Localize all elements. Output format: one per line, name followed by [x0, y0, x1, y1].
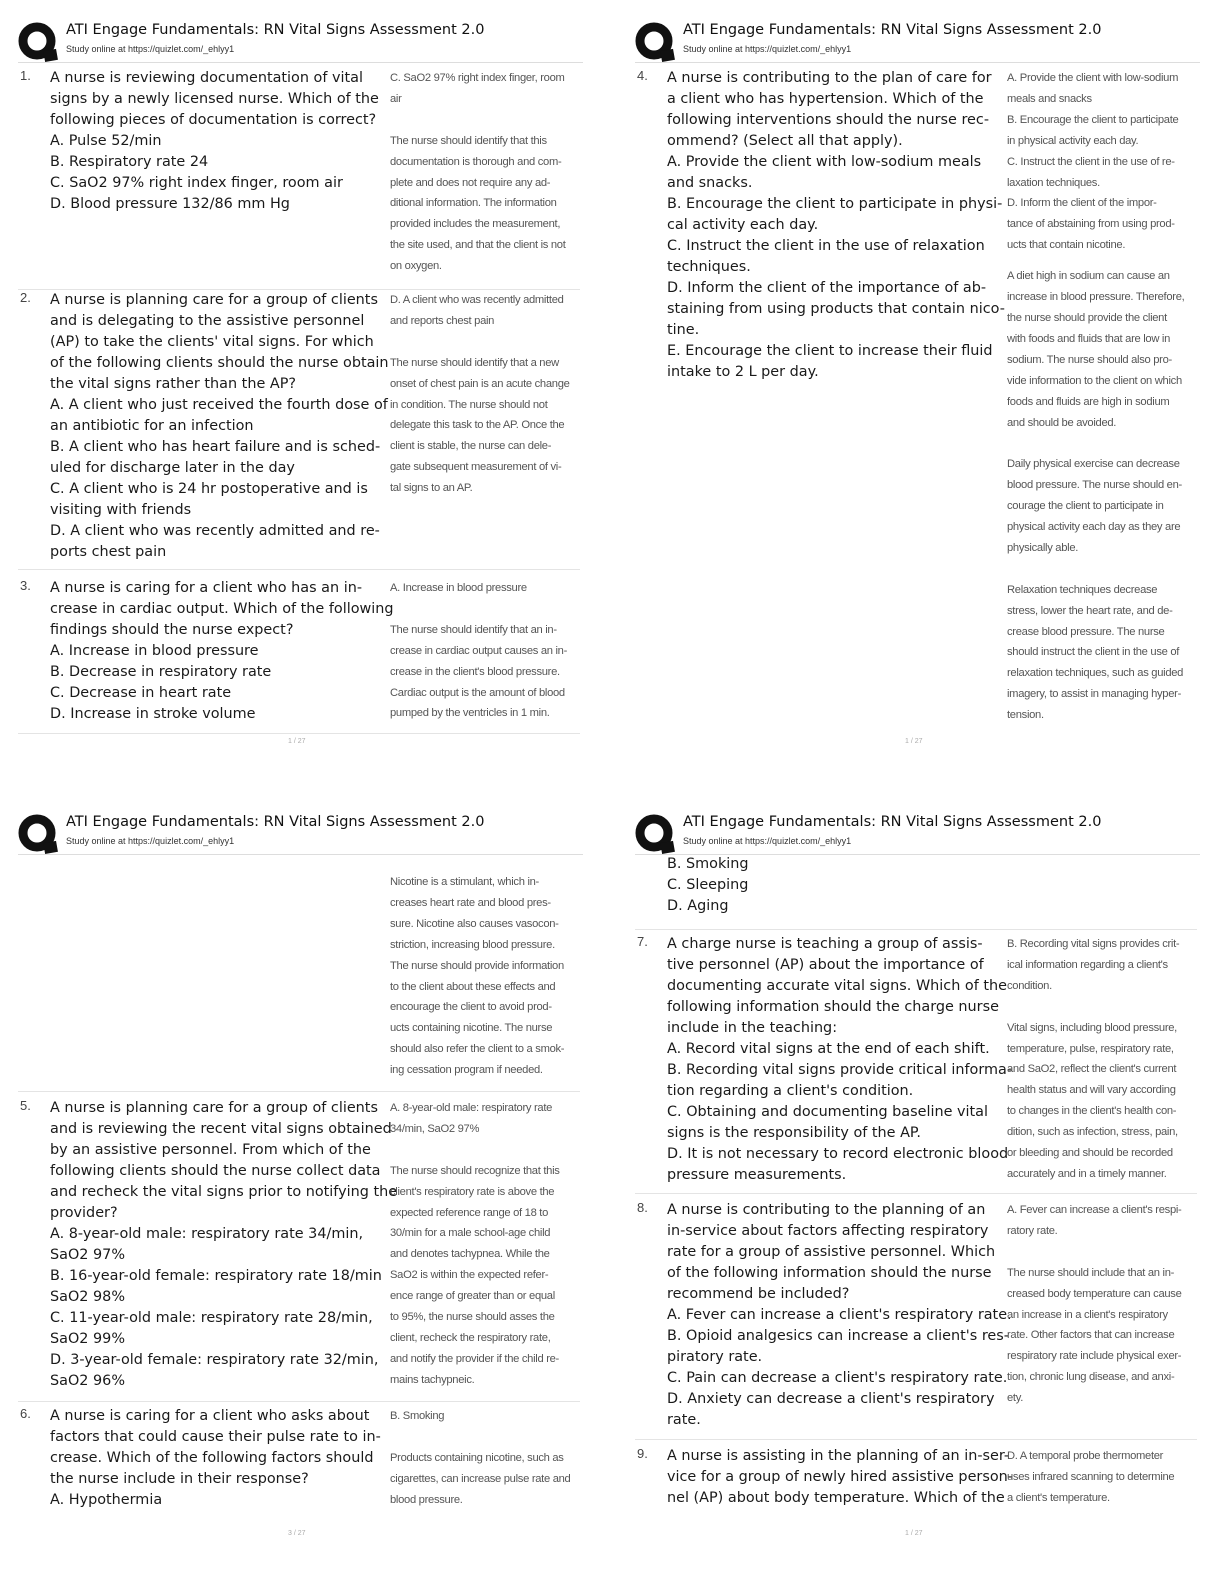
question-options: B. Smoking C. Sleeping D. Aging	[667, 856, 749, 914]
page-panel-3	[18, 810, 583, 1555]
study-link[interactable]: Study online at https://quizlet.com/_ehlyy1	[683, 836, 852, 846]
question-text: A nurse is contributing to the planning of an in-service about factors affecting respiratory rate for a group of assistive personnel. Which of the following information should the nurse recommend be included? A. Fever can increase a client's respiratory rate. B. Opioid analgesics can increase a client's res- piratory rate. C. Pain can decrease a client's respiratory rate. D. Anxiety can decrease a client's respiratory rate.	[667, 1202, 1012, 1428]
question-number: 6.	[20, 1406, 31, 1421]
study-link[interactable]: Study online at https://quizlet.com/_ehlyy1	[683, 44, 852, 54]
page-panel-4	[635, 810, 1200, 1555]
page-title: ATI Engage Fundamentals: RN Vital Signs Assessment 2.0	[66, 814, 485, 830]
page-header	[635, 18, 1200, 58]
page-number: 3 / 27	[288, 1530, 306, 1537]
quizlet-logo-icon	[18, 22, 58, 62]
question-text: A nurse is caring for a client who asks about factors that could cause their pulse rate to in- crease. Which of the following factors should the nurse include in their response? A. Hypothermia	[50, 1408, 381, 1508]
question-number: 4.	[637, 68, 648, 83]
quizlet-logo-icon	[635, 814, 675, 854]
page-title: ATI Engage Fundamentals: RN Vital Signs Assessment 2.0	[683, 22, 1102, 38]
question-number: 3.	[20, 578, 31, 593]
quizlet-logo-icon	[18, 814, 58, 854]
page-number: 1 / 27	[288, 738, 306, 745]
question-text: A charge nurse is teaching a group of assis- tive personnel (AP) about the importance of documenting accurate vital signs. Which of the following information should the charge nurse include in the teaching: A. Record vital signs at the end of each shift. B. Recording vital signs provide critical informa- tion regarding a client's condition. C. Obtaining and documenting baseline vital signs is the responsibility of the AP. D. It is not necessary to record electronic blood pressure measurements.	[667, 936, 1013, 1183]
question-card	[635, 1200, 1197, 1440]
question-text: A nurse is reviewing documentation of vital signs by a newly licensed nurse. Which of the following pieces of documentation is correct? A. Pulse 52/min B. Respiratory rate 24 C. SaO2 97% right index finger, room air D. Blood pressure 132/86 mm Hg	[50, 70, 379, 212]
page-title: ATI Engage Fundamentals: RN Vital Signs Assessment 2.0	[683, 814, 1102, 830]
page-panel-1	[18, 18, 583, 763]
question-number: 7.	[637, 934, 648, 949]
page-number: 1 / 27	[905, 738, 923, 745]
answer-explanation: B. Recording vital signs provides crit- ical information regarding a client's condition. Vital signs, including blood pressure, temperature, pulse, respiratory rate, and SaO2, reflect the client's current health status and will vary according to changes in the client's health con- dition, such as infection, stress, pain, or bleeding and should be recorded accurately and in a timely manner.	[1007, 938, 1180, 1180]
question-text: A nurse is assisting in the planning of an in-ser- vice for a group of newly hired assistive person- nel (AP) about body temperature. Which of the	[667, 1448, 1013, 1506]
question-number: 9.	[637, 1446, 648, 1461]
question-text: A nurse is caring for a client who has an in- crease in cardiac output. Which of the following findings should the nurse expect? A. Increase in blood pressure B. Decrease in respiratory rate C. Decrease in heart rate D. Increase in stroke volume	[50, 580, 394, 722]
answer-explanation: Nicotine is a stimulant, which in- creases heart rate and blood pres- sure. Nicotine also causes vasocon- striction, increasing blood pressure. The nurse should provide information to the client about these effects and encourage the client to avoid prod- ucts containing nicotine. The nurse should also refer the client to a smok- ing cessation program if needed.	[390, 876, 565, 1077]
question-text: A nurse is contributing to the plan of care for a client who has hypertension. Which of the following interventions should the nurse rec- ommend? (Select all that apply). A. Provide the client with low-sodium meals and snacks. B. Encourage the client to participate in physi- cal activity each day. C. Instruct the client in the use of relaxation techniques. D. Inform the client of the importance of ab- staining from using products that contain nico- tine. E. Encourage the client to increase their fluid intake to 2 L per day.	[667, 70, 1005, 380]
page-header	[18, 18, 583, 58]
answer-explanation: C. SaO2 97% right index finger, room air The nurse should identify that this documentation is thorough and com- plete and does not require any ad- ditional information. The information provided includes the measurement, the site used, and that the client is not on oxygen.	[390, 72, 566, 273]
question-number: 1.	[20, 68, 31, 83]
question-card	[18, 68, 580, 290]
page-header	[635, 810, 1200, 850]
question-card	[635, 1446, 1197, 1516]
question-number: 2.	[20, 290, 31, 305]
answer-explanation: D. A client who was recently admitted and reports chest pain The nurse should identify that a new onset of chest pain is an acute change in condition. The nurse should not delegate this task to the AP. Once the client is stable, the nurse can dele- gate subsequent measurement of vi- tal signs to an AP.	[390, 294, 570, 495]
question-card	[18, 578, 580, 734]
study-link[interactable]: Study online at https://quizlet.com/_ehlyy1	[66, 836, 235, 846]
page-header	[18, 810, 583, 850]
question-continuation	[635, 854, 1197, 930]
question-text: A nurse is planning care for a group of clients and is delegating to the assistive personnel (AP) to take the clients' vital signs. For which of the following clients should the nurse obtain the vital signs rather than the AP? A. A client who just received the fourth dose of an antibiotic for an infection B. A client who has heart failure and is sched- uled for discharge later in the day C. A client who is 24 hr postoperative and is visiting with friends D. A client who was recently admitted and re- ports chest pain	[50, 292, 389, 560]
question-card	[18, 1406, 580, 1516]
page-number: 1 / 27	[905, 1530, 923, 1537]
answer-explanation: D. A temporal probe thermometer uses infrared scanning to determine a client's temperature.	[1007, 1450, 1175, 1504]
answer-explanation: A. Fever can increase a client's respi- ratory rate. The nurse should include that an in- creased body temperature can cause an increase in a client's respiratory rate. Other factors that can increase respiratory rate include physical exer- tion, chronic lung disease, and anxi- ety.	[1007, 1204, 1182, 1405]
question-number: 8.	[637, 1200, 648, 1215]
quizlet-logo-icon	[635, 22, 675, 62]
question-text: A nurse is planning care for a group of clients and is reviewing the recent vital signs obtained by an assistive personnel. From which of the following clients should the nurse collect data and recheck the vital signs prior to notifying the provider? A. 8-year-old male: respiratory rate 34/min, SaO2 97% B. 16-year-old female: respiratory rate 18/min SaO2 98% C. 11-year-old male: respiratory rate 28/min, SaO2 99% D. 3-year-old female: respiratory rate 32/min, SaO2 96%	[50, 1100, 398, 1389]
study-link[interactable]: Study online at https://quizlet.com/_ehlyy1	[66, 44, 235, 54]
question-card	[635, 68, 1197, 738]
answer-explanation: A. Increase in blood pressure The nurse should identify that an in- crease in cardiac output causes an in- crease in the client's blood pressure. Cardiac output is the amount of blood pumped by the ventricles in 1 min.	[390, 582, 568, 720]
answer-continuation	[18, 872, 580, 1092]
answer-explanation: B. Smoking Products containing nicotine, such as cigarettes, can increase pulse rate and blood pressure.	[390, 1410, 571, 1506]
page-panel-2	[635, 18, 1200, 763]
question-card	[635, 934, 1197, 1194]
page-title: ATI Engage Fundamentals: RN Vital Signs Assessment 2.0	[66, 22, 485, 38]
answer-explanation: A. Provide the client with low-sodium meals and snacks B. Encourage the client to participate in physical activity each day. C. Instruct the client in the use of re- laxation techniques. D. Inform the client of the impor- tance of abstaining from using prod- ucts that contain nicotine. A diet high in sodium can cause an increase in blood pressure. Therefore, the nurse should provide the client with foods and fluids that are low in sodium. The nurse should also pro- vide information to the client on which foods and fluids are high in sodium and should be avoided. Daily physical exercise can decrease blood pressure. The nurse should en- courage the client to participate in physical activity each day as they are physically able. Relaxation techniques decrease stress, lower the heart rate, and de- crease blood pressure. The nurse should instruct the client in the use of relaxation techniques, such as guided imagery, to assist in managing hyper- tension.	[1007, 72, 1185, 722]
question-number: 5.	[20, 1098, 31, 1113]
answer-explanation: A. 8-year-old male: respiratory rate 34/min, SaO2 97% The nurse should recognize that this client's respiratory rate is above the expected reference range of 18 to 30/min for a male school-age child and denotes tachypnea. While the SaO2 is within the expected refer- ence range of greater than or equal to 95%, the nurse should asses the client, recheck the respiratory rate, and notify the provider if the child re- mains tachypneic.	[390, 1102, 560, 1386]
question-card	[18, 290, 580, 570]
question-card	[18, 1098, 580, 1402]
